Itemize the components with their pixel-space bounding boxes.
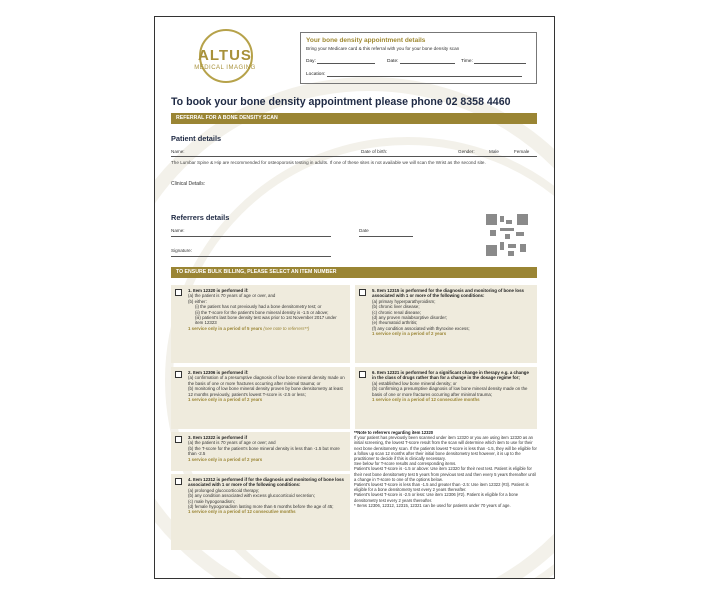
location-label: Location: xyxy=(306,72,326,77)
appointment-location-field[interactable] xyxy=(306,71,522,77)
item-card-2[interactable] xyxy=(171,367,350,429)
item-6-checkbox[interactable] xyxy=(359,371,366,378)
bulk-billing-bar: TO ENSURE BULK BILLING, PLEASE SELECT AN ITEM NUMBER xyxy=(171,267,537,278)
item-1-frequency-note: (see note to referrers**) xyxy=(263,325,310,331)
item-2-line: (a) confirmation of a presumptive diagnosis of low bone mineral density made on the basis of one or more fractures occurring after minimal trauma; or xyxy=(188,375,345,386)
item-card-1[interactable] xyxy=(171,285,350,363)
referrer-name-field[interactable] xyxy=(171,228,331,237)
appointment-day-field[interactable] xyxy=(306,58,375,64)
appointment-note: Bring your Medicare card & this referral with you for your bone density scan xyxy=(306,46,460,51)
item-6-frequency: 1 service only in a period of 12 consecutive months xyxy=(372,397,480,403)
referrer-date-label: Date xyxy=(359,228,369,233)
item-card-6[interactable] xyxy=(355,367,537,429)
patient-scan-note: The Lumbar Spine & Hip are recommended for osteoporosis testing in adults. If one of these sites is not available we will scan the Wrist as the second site. xyxy=(171,160,486,165)
referral-form xyxy=(154,16,555,579)
item-1-frequency xyxy=(175,326,346,331)
item-5-checkbox[interactable] xyxy=(359,289,366,296)
item-4-checkbox[interactable] xyxy=(175,478,182,485)
item-5-line: (f) any condition associated with thyroxine excess; xyxy=(372,325,470,331)
notes-see-below: See below for T-score results and corresponding items. xyxy=(354,461,457,467)
patient-details-title: Patient details xyxy=(171,134,222,143)
altus-logo xyxy=(173,29,277,83)
referral-bar: REFERRAL FOR A BONE DENSITY SCAN xyxy=(171,113,537,124)
item-4-line: (d) female hypogonadism lasting more than 6 months before the age of 45; xyxy=(188,504,334,510)
item-3-line: (b) the T-score for the patient's bone mineral density is less than -1.5 but more than -2.5 xyxy=(188,445,340,457)
notes-title: **Note to referrers regarding item 12320 xyxy=(354,430,434,435)
appointment-date-field[interactable] xyxy=(387,58,455,64)
item-4-line: (b) any condition associated with excess glucocorticoid secretion; xyxy=(188,493,315,499)
item-6-title: 6. Item 12321 is performed for a significant change in therapy e.g. a change in the class of drugs rather than for a change in the dosage regime for; xyxy=(372,370,529,381)
item-6-line: (a) established low bone mineral density; or xyxy=(372,380,457,386)
gender-female-option[interactable]: Female xyxy=(514,149,530,154)
item-4-line: (c) male hypogonadism; xyxy=(188,498,235,504)
item-card-3[interactable] xyxy=(171,432,350,471)
qr-code-icon xyxy=(486,214,528,256)
item-3-title: 3. Item 12322 is performed if xyxy=(188,435,248,440)
item-1-line: (iii) patient's last bone density test was prior to 1st November 2017 under item 12323 xyxy=(195,315,337,326)
patient-fields-row[interactable] xyxy=(171,148,537,157)
referrer-details-title: Referrers details xyxy=(171,213,230,222)
item-3-checkbox[interactable] xyxy=(175,436,182,443)
item-5-line: (d) any proven malabsorptive disorder; xyxy=(372,315,448,321)
notes-bullet: Patient's lowest T-score is less than -1.5 and greater than -2.5: Use item 12322 (#3). Patient is eligible for a bone densitometry test every 2 years thereafter. xyxy=(354,482,529,493)
item-5-line: (a) primary hyperparathyroidism; xyxy=(372,298,436,304)
item-2-checkbox[interactable] xyxy=(175,371,182,378)
notes-bullet: Patient's lowest T-score is -1.5 or above: Use item 12320 for their next test. Patient is eligible for their next bone densitometry test 5 years from previous test and then every 5 years thereafter until a change in T-score to one of the options below. xyxy=(354,466,536,482)
item-1-line: (b) either: xyxy=(188,298,207,304)
item-5-line: (c) chronic renal disease; xyxy=(372,309,422,315)
referrer-signature-label: Signature: xyxy=(171,248,192,253)
notes-bullet: Patient's lowest T-score is -2.5 or less: Use item 12306 (#2). Patient is eligible for a bone densitometry test every 2 years thereafter. xyxy=(354,492,519,503)
clinical-details-label[interactable]: Clinical Details: xyxy=(171,181,206,187)
item-5-title: 5. Item 12315 is performed for the diagnosis and monitoring of bone loss associated with 1 or more of the following conditions: xyxy=(372,288,524,299)
item-card-5[interactable] xyxy=(355,285,537,363)
date-label: Date: xyxy=(387,59,399,64)
item-3-frequency: 1 service only in a period of 2 years xyxy=(188,456,263,462)
item-1-line: (ii) the T-score for the patient's bone mineral density is -1.5 or above; xyxy=(195,309,329,315)
item-4-line: (a) prolonged glucocorticoid therapy; xyxy=(188,487,260,493)
logo-subtitle: MEDICAL IMAGING xyxy=(194,65,256,71)
booking-phone-heading: To book your bone density appointment please phone 02 8358 4460 xyxy=(171,96,511,108)
referrer-name-label: Name: xyxy=(171,228,185,233)
item-5-line: (b) chronic liver disease; xyxy=(372,304,420,310)
gender-male-option[interactable]: Male xyxy=(489,149,499,154)
notes-body: If your patient has previously been scanned under item 12320 or you are using item 12320 as an initial screening, the lowest T-score result from the scan will determine which item to use for their next bone densitometry scan. If the patients lowest T-score is less than -1.5, they will be eligible for a follow up scan 12 months after their initial bone densitometry test however, it is up to the practitioner to decide if this is clinically necessary. xyxy=(354,435,537,462)
item-2-frequency: 1 service only in a period of 2 years xyxy=(188,397,263,403)
item-2-line: (b) monitoring of low bone mineral density proven by bone densitometry at least 12 months previously, patient's lowest T-score is -2.5 or less; xyxy=(188,386,343,397)
item-1-line: (i) the patient has not previously had a bone densitometry test; or xyxy=(195,304,322,310)
item-6-line: (b) confirming a presumptive diagnosis of low bone mineral density made on the basis of one or more fractures occurring after minimal trauma; xyxy=(372,386,528,397)
notes-footer: * Items 12306, 12312, 12315, 12321 can be used for patients under 70 years of age. xyxy=(354,502,511,508)
item-2-title: 2. Item 12306 is performed if: xyxy=(188,370,249,375)
item-1-title: 1. Item 12320 is performed if: xyxy=(188,288,249,293)
patient-gender-label: Gender: xyxy=(458,149,475,154)
item-3-line: (a) the patient is 70 years of age or over; and xyxy=(188,440,276,446)
patient-dob-label: Date of birth: xyxy=(361,149,388,154)
day-label: Day: xyxy=(306,59,316,64)
appointment-title: Your bone density appointment details xyxy=(306,37,426,44)
referrer-date-field[interactable] xyxy=(359,228,413,237)
item-5-frequency: 1 service only in a period of 2 years xyxy=(372,331,447,337)
item-card-4[interactable] xyxy=(171,474,350,550)
referrer-notes xyxy=(354,430,538,508)
item-1-frequency-text: 1 service only in a period of 5 years xyxy=(188,325,263,331)
referrer-signature-field[interactable] xyxy=(171,248,331,257)
appointment-box xyxy=(300,32,537,84)
logo-brand: ALTUS xyxy=(198,47,252,64)
item-1-line: (a) the patient is 70 years of age or over, and xyxy=(188,293,276,299)
appointment-time-field[interactable] xyxy=(461,58,526,64)
patient-name-label: Name: xyxy=(171,149,185,154)
item-4-frequency: 1 service only in a period of 12 consecutive months xyxy=(188,509,296,515)
item-5-line: (e) rheumatoid arthritis; xyxy=(372,320,418,326)
time-label: Time: xyxy=(461,59,473,64)
item-4-title: 4. Item 12312 is performed if for the diagnosis and monitoring of bone loss associated with 1 or more of the following conditions: xyxy=(188,477,344,488)
item-1-checkbox[interactable] xyxy=(175,289,182,296)
